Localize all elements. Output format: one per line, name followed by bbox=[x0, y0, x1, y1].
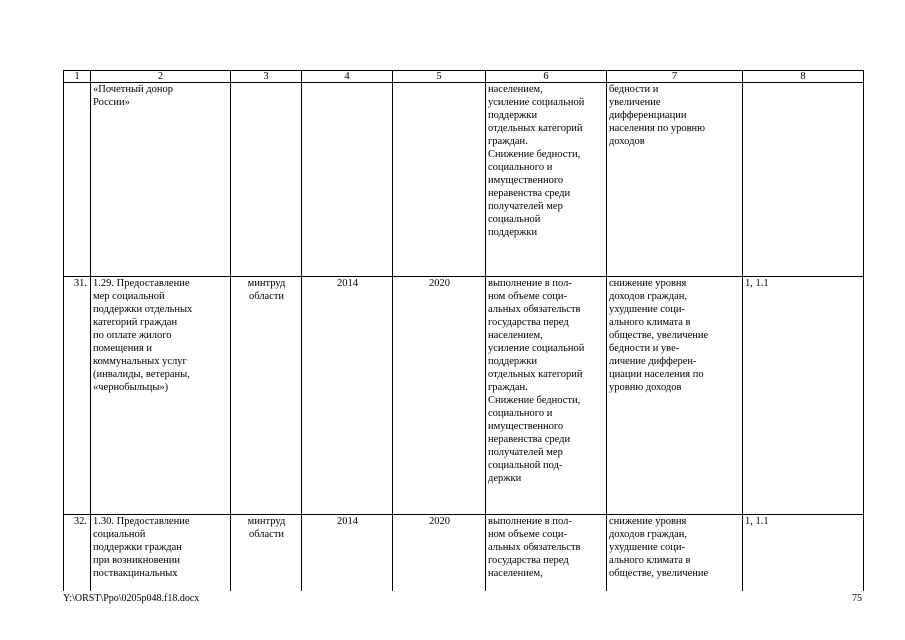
end-year-cell: 2020 bbox=[393, 277, 486, 515]
table-row bbox=[64, 83, 864, 277]
header-cell: 7 bbox=[607, 71, 743, 83]
header-cell: 5 bbox=[393, 71, 486, 83]
indicator-link-cell: 1, 1.1 bbox=[743, 515, 864, 591]
executor-cell: минтруд области bbox=[231, 515, 302, 591]
start-year-cell: 2014 bbox=[302, 277, 393, 515]
row-number-cell: 32. bbox=[64, 515, 91, 591]
consequence-cell: снижение уровня доходов граждан, ухудшение соци- ального климата в обществе, увеличение бедности и уве- личение дифферен- циации населения по уровню доходов bbox=[607, 277, 743, 515]
document-table bbox=[63, 70, 864, 591]
measure-name-cell: 1.29. Предоставление мер социальной поддержки отдельных категорий граждан по оплате жилого помещения и коммунальных услуг (инвалиды, ветераны, «чернобыльцы») bbox=[91, 277, 231, 515]
executor-cell bbox=[231, 83, 302, 277]
consequence-cell: снижение уровня доходов граждан, ухудшение соци- ального климата в обществе, увеличение bbox=[607, 515, 743, 591]
header-cell: 4 bbox=[302, 71, 393, 83]
table-row bbox=[64, 515, 864, 591]
measure-name-cell: «Почетный донор России» bbox=[91, 83, 231, 277]
header-cell: 3 bbox=[231, 71, 302, 83]
expected-result-cell: выполнение в пол- ном объеме соци- альных обязательств государства перед населением, усиление социальной поддержки отдельных категорий граждан. Снижение бедности, социального и имущественного неравенства среди получателей мер социальной под- держки bbox=[486, 277, 607, 515]
consequence-cell: бедности и увеличение дифференциации населения по уровню доходов bbox=[607, 83, 743, 277]
indicator-link-cell bbox=[743, 83, 864, 277]
start-year-cell bbox=[302, 83, 393, 277]
end-year-cell: 2020 bbox=[393, 515, 486, 591]
expected-result-cell: населением, усиление социальной поддержки отдельных категорий граждан. Снижение бедности, социального и имущественного неравенства среди получателей мер социальной поддержки bbox=[486, 83, 607, 277]
header-cell: 6 bbox=[486, 71, 607, 83]
executor-cell: минтруд области bbox=[231, 277, 302, 515]
table-row bbox=[64, 277, 864, 515]
row-number-cell bbox=[64, 83, 91, 277]
table-header-row bbox=[64, 71, 864, 83]
expected-result-cell: выполнение в пол- ном объеме соци- альных обязательств государства перед населением, bbox=[486, 515, 607, 591]
footer-file-path: Y:\ORST\Ppo\0205p048.f18.docx bbox=[63, 593, 200, 604]
end-year-cell bbox=[393, 83, 486, 277]
header-cell: 8 bbox=[743, 71, 864, 83]
row-number-cell: 31. bbox=[64, 277, 91, 515]
start-year-cell: 2014 bbox=[302, 515, 393, 591]
measure-name-cell: 1.30. Предоставление социальной поддержки граждан при возникновении поствакцинальных bbox=[91, 515, 231, 591]
indicator-link-cell: 1, 1.1 bbox=[743, 277, 864, 515]
header-cell: 1 bbox=[64, 71, 91, 83]
page-number: 75 bbox=[852, 593, 862, 604]
header-cell: 2 bbox=[91, 71, 231, 83]
